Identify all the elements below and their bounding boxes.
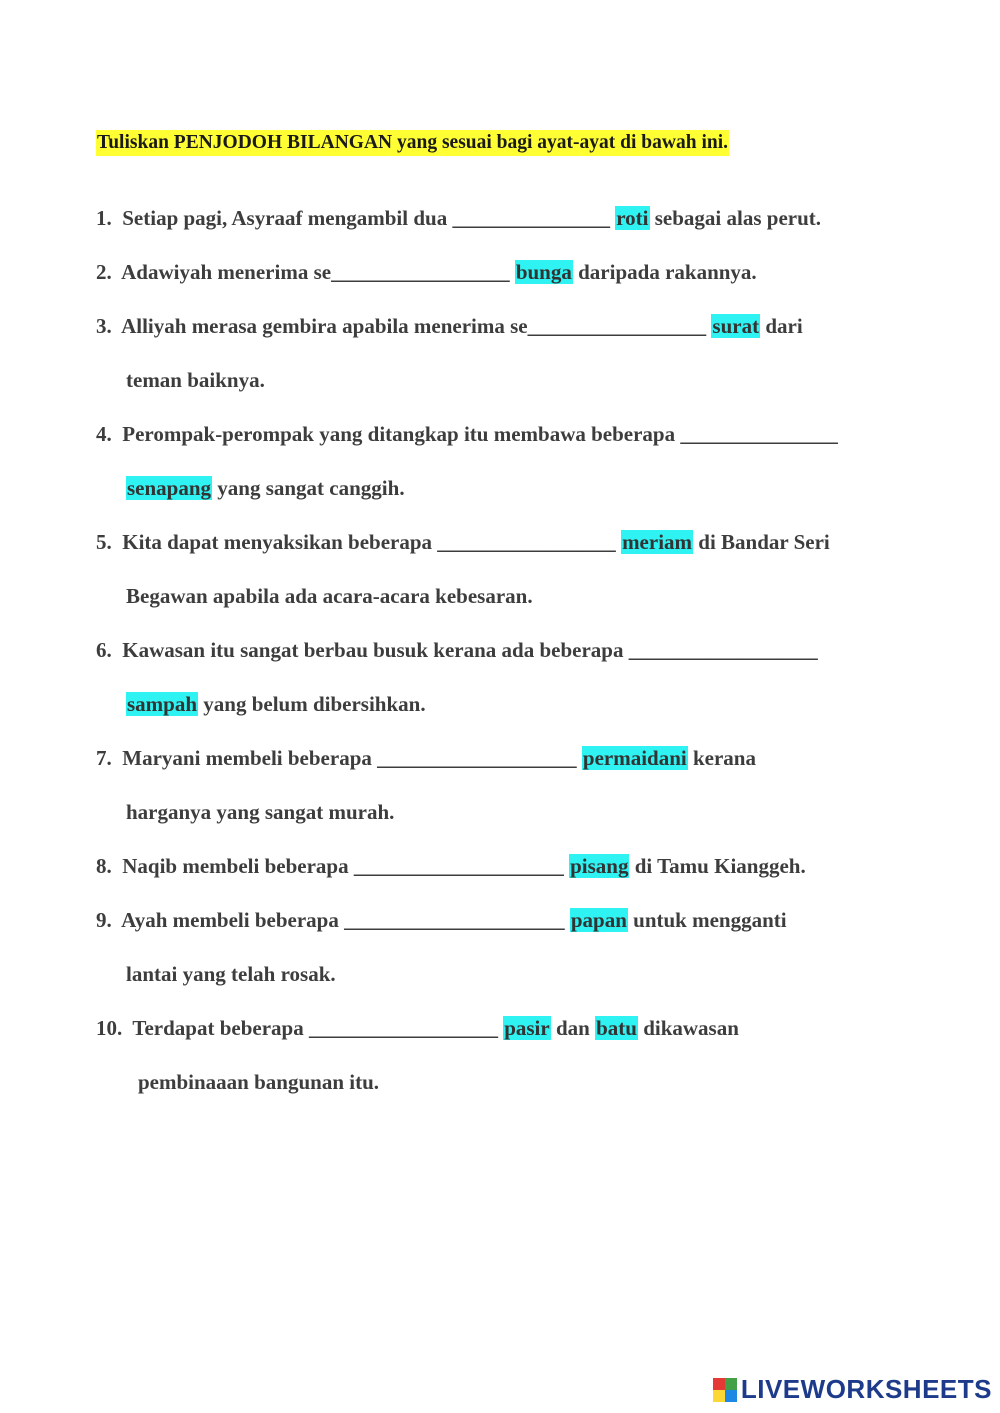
- sentence-text: harganya yang sangat murah.: [126, 800, 395, 824]
- question-9-continuation: [126, 960, 336, 988]
- question-number: 5.: [96, 530, 112, 554]
- question-number: 8.: [96, 854, 112, 878]
- question-number: 6.: [96, 638, 112, 662]
- instruction-heading: Tuliskan PENJODOH BILANGAN yang sesuai bagi ayat-ayat di bawah ini.: [96, 130, 729, 156]
- liveworksheets-logo: [713, 1374, 992, 1405]
- sentence-text: Terdapat beberapa __________________: [132, 1016, 504, 1040]
- question-3-continuation: [126, 366, 265, 394]
- sentence-text: Begawan apabila ada acara-acara kebesaran.: [126, 584, 533, 608]
- sentence-text: Setiap pagi, Asyraaf mengambil dua _______________: [122, 206, 616, 230]
- question-number: 10.: [96, 1016, 123, 1040]
- sentence-text: kerana: [687, 746, 756, 770]
- question-number: 3.: [96, 314, 112, 338]
- sentence-text: Perompak-perompak yang ditangkap itu membawa beberapa _______________: [122, 422, 838, 446]
- sentence-text: dari: [760, 314, 803, 338]
- highlighted-noun: pasir: [504, 1016, 550, 1040]
- sentence-text: yang belum dibersihkan.: [198, 692, 426, 716]
- question-10: [96, 1014, 739, 1042]
- sentence-text: Adawiyah menerima se_________________: [121, 260, 515, 284]
- highlighted-noun: senapang: [127, 476, 212, 500]
- highlighted-noun: sampah: [127, 692, 198, 716]
- sentence-text: daripada rakannya.: [572, 260, 757, 284]
- question-2: [96, 258, 757, 286]
- sentence-text: Kita dapat menyaksikan beberapa _________________: [122, 530, 622, 554]
- question-number: 9.: [96, 908, 112, 932]
- question-7: [96, 744, 756, 772]
- sentence-text: Maryani membeli beberapa ___________________: [122, 746, 582, 770]
- question-5-continuation: [126, 582, 533, 610]
- highlighted-noun: roti: [616, 206, 649, 230]
- sentence-text: dikawasan: [637, 1016, 739, 1040]
- highlighted-noun: meriam: [622, 530, 693, 554]
- question-4-continuation: [126, 474, 405, 502]
- sentence-text: Naqib membeli beberapa ____________________: [122, 854, 570, 878]
- question-number: 2.: [96, 260, 112, 284]
- highlighted-noun: papan: [570, 908, 627, 932]
- sentence-text: pembinaaan bangunan itu.: [138, 1070, 380, 1094]
- sentence-text: Kawasan itu sangat berbau busuk kerana ada beberapa __________________: [122, 638, 818, 662]
- sentence-text: untuk mengganti: [627, 908, 787, 932]
- sentence-text: Alliyah merasa gembira apabila menerima se_________________: [121, 314, 712, 338]
- question-6-continuation: [126, 690, 426, 718]
- sentence-text: sebagai alas perut.: [649, 206, 822, 230]
- question-1: [96, 204, 821, 232]
- question-9: [96, 906, 787, 934]
- question-10-continuation: [138, 1068, 379, 1096]
- sentence-text: dan: [550, 1016, 596, 1040]
- question-7-continuation: [126, 798, 394, 826]
- highlighted-noun: surat: [712, 314, 760, 338]
- highlighted-noun: permaidani: [582, 746, 687, 770]
- question-6: [96, 636, 818, 664]
- sentence-text: lantai yang telah rosak.: [126, 962, 336, 986]
- highlighted-noun: pisang: [570, 854, 629, 878]
- question-number: 4.: [96, 422, 112, 446]
- sentence-text: yang sangat canggih.: [212, 476, 405, 500]
- question-5: [96, 528, 830, 556]
- sentence-text: di Bandar Seri: [693, 530, 830, 554]
- sentence-text: teman baiknya.: [126, 368, 265, 392]
- question-number: 1.: [96, 206, 112, 230]
- question-4: [96, 420, 838, 448]
- highlighted-noun: batu: [596, 1016, 637, 1040]
- question-3: [96, 312, 803, 340]
- liveworksheets-logo-icon: [713, 1378, 737, 1402]
- highlighted-noun: bunga: [515, 260, 572, 284]
- brand-name: LIVEWORKSHEETS: [740, 1374, 992, 1404]
- sentence-text: Ayah membeli beberapa _____________________: [121, 908, 570, 932]
- question-number: 7.: [96, 746, 112, 770]
- question-8: [96, 852, 806, 880]
- sentence-text: di Tamu Kianggeh.: [629, 854, 806, 878]
